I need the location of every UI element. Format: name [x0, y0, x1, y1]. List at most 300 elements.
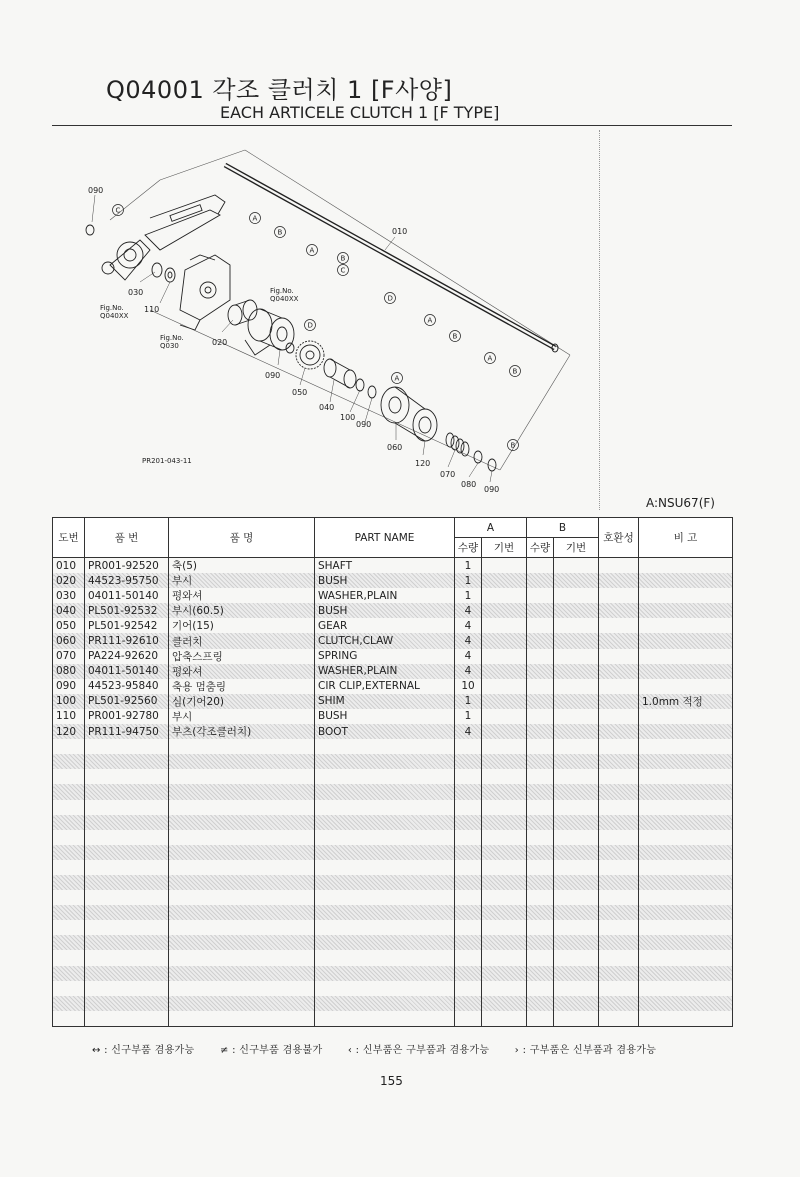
cell-name_kr: [169, 739, 315, 754]
table-row: [53, 603, 733, 618]
cell-qty_b: [527, 815, 554, 830]
cell-remark: [639, 754, 733, 769]
cell-qty_a: 1: [455, 573, 482, 588]
empty-row: [53, 845, 733, 860]
cell-qty_b: [527, 558, 554, 574]
cell-no: [53, 966, 85, 981]
exploded-parts-diagram: [50, 140, 600, 500]
cell-compat: [599, 679, 639, 694]
cell-name_kr: [169, 845, 315, 860]
cell-qty_b: [527, 981, 554, 996]
cell-remark: [639, 769, 733, 784]
header-base-a: 기번: [482, 538, 527, 558]
cell-name_kr: [169, 860, 315, 875]
cell-no: 080: [53, 664, 85, 679]
cell-no: [53, 830, 85, 845]
empty-row: [53, 950, 733, 965]
cell-name_kr: [169, 981, 315, 996]
cell-base_b: [554, 890, 599, 905]
table-row: [53, 679, 733, 694]
cell-part_no: [85, 739, 169, 754]
header-group-a: A: [455, 518, 527, 538]
header-remark: 비 고: [639, 518, 733, 558]
cell-remark: [639, 1011, 733, 1027]
cell-name_kr: [169, 996, 315, 1011]
table-row: [53, 588, 733, 603]
gear-050: [286, 341, 324, 369]
cell-compat: [599, 633, 639, 648]
cell-qty_a: 1: [455, 558, 482, 574]
cell-qty_b: [527, 890, 554, 905]
cell-base_a: [482, 694, 527, 709]
cell-qty_b: [527, 845, 554, 860]
cell-compat: [599, 754, 639, 769]
cell-base_b: [554, 966, 599, 981]
callout-040: 040: [319, 403, 335, 412]
cell-part_name: [315, 950, 455, 965]
empty-row: [53, 920, 733, 935]
cell-remark: [639, 633, 733, 648]
cell-base_a: [482, 845, 527, 860]
svg-text:A: A: [252, 214, 258, 223]
cell-qty_b: [527, 664, 554, 679]
marker-d1: [385, 293, 396, 304]
callout-050: 050: [292, 388, 308, 397]
cell-part_name: [315, 875, 455, 890]
cell-qty_b: [527, 860, 554, 875]
cell-name_kr: [169, 830, 315, 845]
cell-base_a: [482, 588, 527, 603]
header-qty-a: 수량: [455, 538, 482, 558]
cell-no: 030: [53, 588, 85, 603]
cell-qty_a: [455, 1011, 482, 1027]
legend-item: ↔ : 신구부품 겸용가능: [92, 1045, 195, 1056]
table-row: [53, 633, 733, 648]
empty-row: [53, 860, 733, 875]
header-part-name: PART NAME: [315, 518, 455, 558]
drawing-code: PR201-043-11: [142, 457, 192, 465]
table-row: [53, 694, 733, 709]
cell-remark: [639, 709, 733, 724]
cell-part_name: [315, 966, 455, 981]
header-group-b: B: [527, 518, 599, 538]
cell-remark: [639, 679, 733, 694]
marker-b1: [275, 227, 286, 238]
cell-no: [53, 769, 85, 784]
cell-qty_b: [527, 950, 554, 965]
marker-a5: [392, 373, 403, 384]
callout-110: 110: [144, 305, 160, 314]
cell-base_a: [482, 618, 527, 633]
cell-part_no: [85, 784, 169, 799]
cell-part_name: [315, 920, 455, 935]
cell-qty_b: [527, 724, 554, 739]
cell-compat: [599, 981, 639, 996]
callout-090d: 090: [484, 485, 500, 494]
callout-030: 030: [128, 288, 144, 297]
cell-base_b: [554, 769, 599, 784]
cell-base_b: [554, 920, 599, 935]
cell-base_b: [554, 739, 599, 754]
shim-washers: [356, 379, 376, 398]
cell-compat: [599, 890, 639, 905]
cell-compat: [599, 724, 639, 739]
cell-base_a: [482, 815, 527, 830]
cell-part_name: [315, 905, 455, 920]
cell-qty_a: [455, 950, 482, 965]
cell-compat: [599, 709, 639, 724]
cell-base_b: [554, 679, 599, 694]
cell-remark: [639, 830, 733, 845]
marker-b2: [338, 253, 349, 264]
cell-remark: [639, 618, 733, 633]
cell-base_a: [482, 649, 527, 664]
cell-compat: [599, 920, 639, 935]
cell-remark: [639, 588, 733, 603]
cell-remark: [639, 875, 733, 890]
cell-qty_b: [527, 784, 554, 799]
cell-no: [53, 815, 85, 830]
cell-qty_b: [527, 649, 554, 664]
cell-compat: [599, 769, 639, 784]
cell-remark: [639, 920, 733, 935]
svg-text:B: B: [277, 228, 283, 237]
cell-compat: [599, 966, 639, 981]
cell-name_kr: [169, 815, 315, 830]
marker-a3: [425, 315, 436, 326]
cell-qty_b: [527, 739, 554, 754]
cell-qty_b: [527, 694, 554, 709]
cell-compat: [599, 860, 639, 875]
cell-part_no: [85, 950, 169, 965]
cell-part_no: PR111-92610: [85, 633, 169, 648]
cell-qty_b: [527, 1011, 554, 1027]
page-number: 155: [380, 1074, 403, 1088]
cell-qty_a: 10: [455, 679, 482, 694]
cell-compat: [599, 664, 639, 679]
empty-row: [53, 996, 733, 1011]
cell-remark: [639, 664, 733, 679]
empty-row: [53, 966, 733, 981]
cell-part_no: PR001-92780: [85, 709, 169, 724]
cell-remark: [639, 603, 733, 618]
empty-row: [53, 890, 733, 905]
cell-remark: [639, 815, 733, 830]
cell-qty_a: 4: [455, 618, 482, 633]
cell-compat: [599, 603, 639, 618]
cell-remark: [639, 966, 733, 981]
cell-qty_b: [527, 588, 554, 603]
fig-ref-2: Fig.No. Q030: [160, 334, 184, 350]
cell-remark: [639, 784, 733, 799]
cell-no: 070: [53, 649, 85, 664]
cell-base_a: [482, 860, 527, 875]
marker-b3: [450, 331, 461, 342]
cell-base_a: [482, 558, 527, 574]
parts-table: [52, 517, 733, 1027]
cell-base_b: [554, 996, 599, 1011]
cell-base_b: [554, 981, 599, 996]
cell-base_b: [554, 649, 599, 664]
cell-base_b: [554, 724, 599, 739]
cell-part_no: 44523-95840: [85, 679, 169, 694]
marker-a4: [485, 353, 496, 364]
cell-name_kr: 평와셔: [169, 588, 315, 603]
cell-part_name: SHAFT: [315, 558, 455, 574]
cell-base_a: [482, 905, 527, 920]
cell-no: 060: [53, 633, 85, 648]
cell-base_b: [554, 558, 599, 574]
cell-no: 120: [53, 724, 85, 739]
cell-qty_a: 1: [455, 709, 482, 724]
svg-text:A: A: [427, 316, 433, 325]
svg-text:C: C: [115, 206, 121, 215]
cell-base_a: [482, 769, 527, 784]
cell-compat: [599, 558, 639, 574]
cell-remark: [639, 724, 733, 739]
cell-name_kr: [169, 1011, 315, 1027]
cell-qty_a: [455, 754, 482, 769]
cell-base_b: [554, 618, 599, 633]
cell-part_name: [315, 784, 455, 799]
cell-part_name: BUSH: [315, 709, 455, 724]
cell-qty_b: [527, 679, 554, 694]
cell-compat: [599, 739, 639, 754]
marker-c2: [113, 205, 124, 216]
marker-c1: [338, 265, 349, 276]
cell-base_a: [482, 830, 527, 845]
title-rule: [52, 125, 732, 126]
cell-part_no: [85, 754, 169, 769]
cell-qty_a: [455, 769, 482, 784]
cell-qty_a: [455, 920, 482, 935]
cell-compat: [599, 784, 639, 799]
cell-compat: [599, 800, 639, 815]
cell-base_b: [554, 784, 599, 799]
cell-part_no: PR001-92520: [85, 558, 169, 574]
table-row: [53, 724, 733, 739]
cell-base_a: [482, 784, 527, 799]
cell-compat: [599, 588, 639, 603]
cell-no: [53, 996, 85, 1011]
cell-base_b: [554, 845, 599, 860]
cell-no: 020: [53, 573, 85, 588]
cell-name_kr: 축(5): [169, 558, 315, 574]
cell-name_kr: [169, 950, 315, 965]
callout-010: 010: [392, 227, 408, 236]
svg-text:B: B: [512, 367, 518, 376]
cell-base_a: [482, 996, 527, 1011]
cell-qty_a: [455, 739, 482, 754]
callout-090c: 090: [356, 420, 372, 429]
cell-name_kr: 부시(60.5): [169, 603, 315, 618]
table-row: [53, 618, 733, 633]
marker-b5: [508, 440, 519, 451]
cell-base_b: [554, 588, 599, 603]
cell-part_no: PR111-94750: [85, 724, 169, 739]
cell-part_no: [85, 875, 169, 890]
cell-qty_b: [527, 935, 554, 950]
cell-base_b: [554, 664, 599, 679]
cell-name_kr: 평와셔: [169, 664, 315, 679]
cell-qty_b: [527, 800, 554, 815]
empty-row: [53, 769, 733, 784]
cell-qty_b: [527, 996, 554, 1011]
cell-no: [53, 800, 85, 815]
marker-d2: [305, 320, 316, 331]
cell-base_b: [554, 950, 599, 965]
empty-row: [53, 981, 733, 996]
empty-row: [53, 800, 733, 815]
callout-070: 070: [440, 470, 456, 479]
cell-qty_a: 1: [455, 694, 482, 709]
cell-no: [53, 1011, 85, 1027]
cell-name_kr: 축용 멈춤링: [169, 679, 315, 694]
cell-name_kr: [169, 935, 315, 950]
cell-qty_a: [455, 815, 482, 830]
cell-remark: [639, 860, 733, 875]
cell-part_name: BOOT: [315, 724, 455, 739]
cell-part_no: [85, 769, 169, 784]
cell-qty_a: 4: [455, 603, 482, 618]
empty-row: [53, 784, 733, 799]
cell-name_kr: [169, 966, 315, 981]
cell-part_no: [85, 845, 169, 860]
cell-name_kr: [169, 769, 315, 784]
cell-qty_a: 4: [455, 664, 482, 679]
cell-compat: [599, 950, 639, 965]
legend: [92, 1041, 678, 1056]
cell-name_kr: [169, 890, 315, 905]
cell-part_no: [85, 996, 169, 1011]
legend-item: ≠ : 신구부품 겸용불가: [219, 1045, 323, 1056]
cell-qty_b: [527, 754, 554, 769]
cell-part_no: [85, 815, 169, 830]
cell-base_a: [482, 800, 527, 815]
table-row: [53, 664, 733, 679]
cell-part_no: PA224-92620: [85, 649, 169, 664]
cell-no: [53, 981, 85, 996]
cell-base_b: [554, 830, 599, 845]
empty-row: [53, 905, 733, 920]
cell-remark: [639, 649, 733, 664]
cell-remark: [639, 739, 733, 754]
cell-base_a: [482, 573, 527, 588]
cell-name_kr: [169, 875, 315, 890]
cell-part_name: [315, 860, 455, 875]
cell-part_no: [85, 966, 169, 981]
cell-base_b: [554, 694, 599, 709]
cylinder-040: [324, 359, 356, 388]
svg-text:A: A: [309, 246, 315, 255]
cell-qty_b: [527, 875, 554, 890]
header-base-b: 기번: [554, 538, 599, 558]
cell-qty_a: [455, 800, 482, 815]
cell-qty_b: [527, 618, 554, 633]
cell-no: 100: [53, 694, 85, 709]
cell-no: [53, 905, 85, 920]
housing-bracket: [180, 255, 230, 330]
cell-compat: [599, 618, 639, 633]
cell-qty_b: [527, 633, 554, 648]
header-name-kr: 품 명: [169, 518, 315, 558]
bush-040: [245, 309, 294, 355]
cell-qty_b: [527, 603, 554, 618]
cell-qty_a: [455, 875, 482, 890]
cell-qty_b: [527, 905, 554, 920]
cell-part_no: 44523-95750: [85, 573, 169, 588]
cell-qty_a: 4: [455, 633, 482, 648]
cell-name_kr: 부시: [169, 709, 315, 724]
spring-070: [446, 433, 496, 471]
cell-base_a: [482, 679, 527, 694]
cell-no: 010: [53, 558, 85, 574]
cell-no: 110: [53, 709, 85, 724]
cell-name_kr: 부시: [169, 573, 315, 588]
cell-base_a: [482, 754, 527, 769]
cell-no: [53, 860, 85, 875]
cell-qty_a: 4: [455, 649, 482, 664]
cell-compat: [599, 815, 639, 830]
cell-remark: [639, 845, 733, 860]
cell-part_no: [85, 890, 169, 905]
cell-part_no: [85, 981, 169, 996]
cell-part_name: [315, 890, 455, 905]
cell-part_no: 04011-50140: [85, 588, 169, 603]
cell-part_name: WASHER,PLAIN: [315, 664, 455, 679]
svg-text:B: B: [340, 254, 346, 263]
cell-part_no: [85, 830, 169, 845]
cell-compat: [599, 830, 639, 845]
page-subtitle: EACH ARTICELE CLUTCH 1 [F TYPE]: [220, 103, 500, 122]
clutch-060: [381, 387, 437, 441]
svg-text:C: C: [340, 266, 346, 275]
callout-100: 100: [340, 413, 356, 422]
empty-row: [53, 739, 733, 754]
cell-remark: 1.0mm 적정: [639, 694, 733, 709]
cell-base_b: [554, 815, 599, 830]
cell-qty_b: [527, 966, 554, 981]
empty-row: [53, 1011, 733, 1027]
marker-a1: [250, 213, 261, 224]
cell-remark: [639, 890, 733, 905]
cell-remark: [639, 981, 733, 996]
cell-name_kr: [169, 800, 315, 815]
cell-name_kr: [169, 905, 315, 920]
cell-remark: [639, 573, 733, 588]
empty-row: [53, 754, 733, 769]
cell-base_b: [554, 754, 599, 769]
cell-compat: [599, 573, 639, 588]
cell-base_a: [482, 981, 527, 996]
svg-text:D: D: [387, 294, 393, 303]
cell-qty_a: [455, 890, 482, 905]
cell-name_kr: 압축스프링: [169, 649, 315, 664]
cell-base_b: [554, 1011, 599, 1027]
cell-part_name: [315, 1011, 455, 1027]
cell-remark: [639, 996, 733, 1011]
cell-qty_a: [455, 860, 482, 875]
cell-part_no: PL501-92560: [85, 694, 169, 709]
cell-name_kr: 기어(15): [169, 618, 315, 633]
parts-table-body: [53, 558, 733, 1027]
cell-part_no: [85, 905, 169, 920]
cell-part_name: [315, 845, 455, 860]
cell-qty_a: [455, 830, 482, 845]
cell-base_b: [554, 709, 599, 724]
page-title: Q04001 각조 클러치 1 [F사양]: [106, 76, 453, 104]
svg-text:D: D: [307, 321, 313, 330]
